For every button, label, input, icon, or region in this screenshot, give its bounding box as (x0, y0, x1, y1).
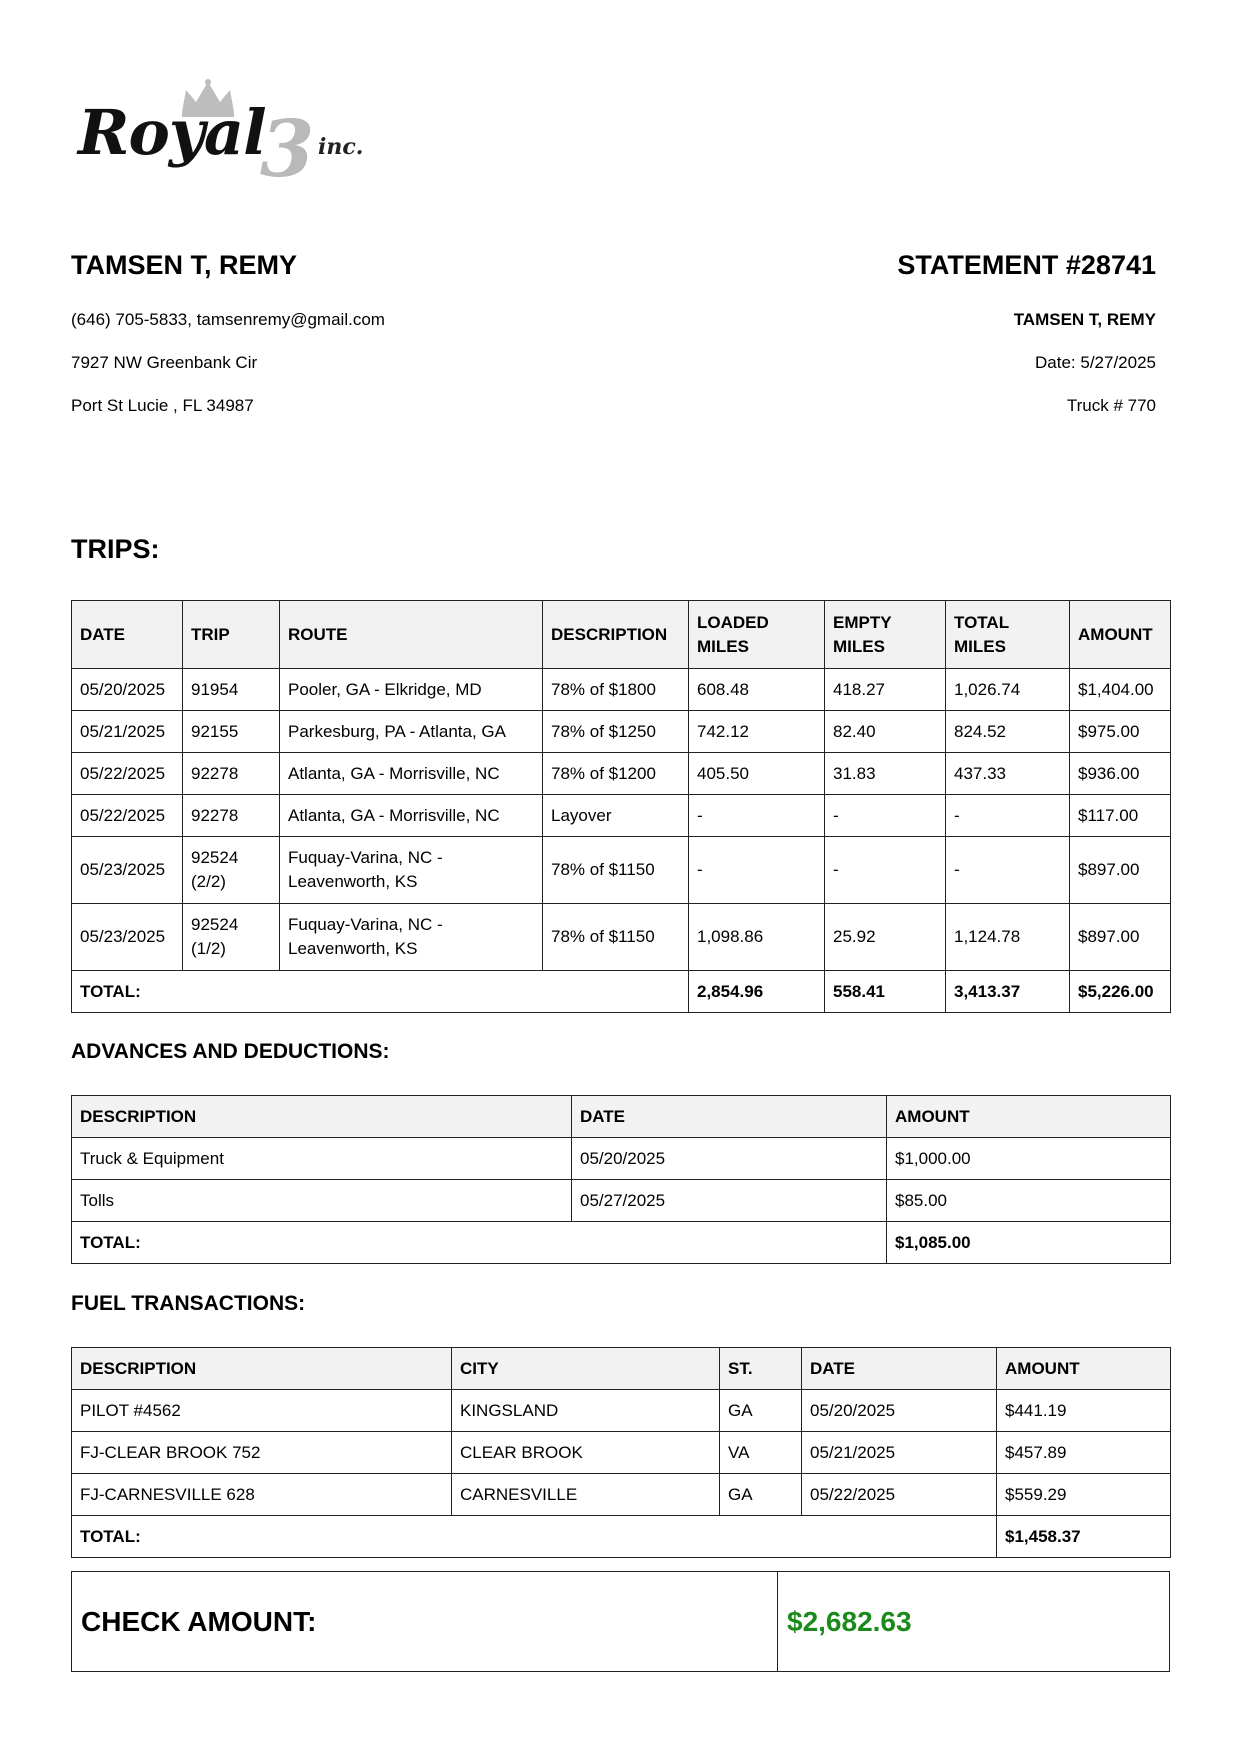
table-cell: $559.29 (997, 1474, 1171, 1516)
advances-table (71, 1095, 1171, 1264)
statement-truck: Truck # 770 (1066, 396, 1156, 415)
table-cell: $897.00 (1070, 837, 1171, 904)
total-label: TOTAL: (72, 971, 689, 1013)
table-cell: 92155 (183, 711, 280, 753)
table-header-row (72, 1096, 1171, 1138)
table-cell: FJ-CARNESVILLE 628 (72, 1474, 452, 1516)
table-cell: 405.50 (689, 753, 825, 795)
table-cell: KINGSLAND (452, 1390, 720, 1432)
table-cell: 05/23/2025 (72, 837, 183, 904)
total-amount: $1,085.00 (887, 1222, 1171, 1264)
column-header: AMOUNT (887, 1096, 1171, 1138)
table-row (72, 795, 1171, 837)
table-cell: 608.48 (689, 669, 825, 711)
table-cell: Tolls (72, 1180, 572, 1222)
table-cell: Fuquay-Varina, NC - Leavenworth, KS (280, 837, 543, 904)
table-cell: Truck & Equipment (72, 1138, 572, 1180)
fuel-table (71, 1347, 1171, 1558)
advances-title: ADVANCES AND DEDUCTIONS: (71, 1040, 390, 1063)
statement-title: STATEMENT #28741 (897, 250, 1156, 280)
table-cell: $936.00 (1070, 753, 1171, 795)
table-header-row (72, 601, 1171, 669)
table-row (72, 1390, 1171, 1432)
table-row (72, 1432, 1171, 1474)
table-cell: 78% of $1800 (543, 669, 689, 711)
table-cell: 92278 (183, 795, 280, 837)
table-cell: Pooler, GA - Elkridge, MD (280, 669, 543, 711)
logo-suffix: inc. (318, 134, 364, 160)
table-cell: 05/20/2025 (72, 669, 183, 711)
table-cell: CLEAR BROOK (452, 1432, 720, 1474)
check-amount-box (71, 1571, 1170, 1672)
table-cell: $1,404.00 (1070, 669, 1171, 711)
column-header: ST. (720, 1348, 802, 1390)
total-amount: $1,458.37 (997, 1516, 1171, 1558)
table-cell: PILOT #4562 (72, 1390, 452, 1432)
table-cell: 92278 (183, 753, 280, 795)
table-cell: 92524 (2/2) (183, 837, 280, 904)
table-cell: 1,124.78 (946, 904, 1070, 971)
table-row (72, 1138, 1171, 1180)
table-cell: $441.19 (997, 1390, 1171, 1432)
table-cell: 418.27 (825, 669, 946, 711)
total-row (72, 971, 1171, 1013)
table-cell: $897.00 (1070, 904, 1171, 971)
table-row (72, 1180, 1171, 1222)
table-cell: Atlanta, GA - Morrisville, NC (280, 795, 543, 837)
table-cell: 1,026.74 (946, 669, 1070, 711)
table-header-row (72, 1348, 1171, 1390)
table-cell: CARNESVILLE (452, 1474, 720, 1516)
table-cell: $85.00 (887, 1180, 1171, 1222)
table-cell: 05/22/2025 (72, 795, 183, 837)
table-cell: 437.33 (946, 753, 1070, 795)
table-cell: 742.12 (689, 711, 825, 753)
column-header: DESCRIPTION (543, 601, 689, 669)
table-cell: 05/21/2025 (802, 1432, 997, 1474)
table-cell: 78% of $1200 (543, 753, 689, 795)
table-cell: $975.00 (1070, 711, 1171, 753)
table-cell: $457.89 (997, 1432, 1171, 1474)
driver-address-line1: 7927 NW Greenbank Cir (71, 353, 258, 372)
column-header: DATE (802, 1348, 997, 1390)
total-amount: $5,226.00 (1070, 971, 1171, 1013)
table-row (72, 904, 1171, 971)
total-row (72, 1516, 1171, 1558)
table-cell: 05/20/2025 (572, 1138, 887, 1180)
column-header: DATE (572, 1096, 887, 1138)
table-cell: - (689, 837, 825, 904)
total-label: TOTAL: (72, 1222, 887, 1264)
table-cell: 05/22/2025 (72, 753, 183, 795)
total-empty-miles: 558.41 (825, 971, 946, 1013)
table-cell: 824.52 (946, 711, 1070, 753)
trips-title: TRIPS: (71, 534, 160, 564)
table-row (72, 669, 1171, 711)
table-cell: - (689, 795, 825, 837)
table-cell: - (946, 795, 1070, 837)
table-cell: 25.92 (825, 904, 946, 971)
statement-date: Date: 5/27/2025 (1035, 353, 1156, 372)
check-amount-value: $2,682.63 (787, 1605, 912, 1637)
company-logo (78, 78, 378, 195)
total-miles: 3,413.37 (946, 971, 1070, 1013)
column-header: TRIP (183, 601, 280, 669)
table-row (72, 711, 1171, 753)
table-cell: $117.00 (1070, 795, 1171, 837)
column-header: ROUTE (280, 601, 543, 669)
column-header: AMOUNT (997, 1348, 1171, 1390)
table-cell: 78% of $1150 (543, 904, 689, 971)
table-cell: FJ-CLEAR BROOK 752 (72, 1432, 452, 1474)
driver-contact: (646) 705-5833, tamsenremy@gmail.com (71, 310, 385, 329)
column-header: LOADED MILES (689, 601, 825, 669)
trips-table (71, 600, 1171, 1013)
table-cell: $1,000.00 (887, 1138, 1171, 1180)
table-cell: - (825, 837, 946, 904)
total-label: TOTAL: (72, 1516, 997, 1558)
total-loaded-miles: 2,854.96 (689, 971, 825, 1013)
statement-name: TAMSEN T, REMY (1013, 310, 1156, 329)
column-header: AMOUNT (1070, 601, 1171, 669)
table-cell: Parkesburg, PA - Atlanta, GA (280, 711, 543, 753)
table-cell: - (825, 795, 946, 837)
table-row (72, 753, 1171, 795)
check-amount-label: CHECK AMOUNT: (72, 1572, 778, 1671)
total-row (72, 1222, 1171, 1264)
column-header: TOTAL MILES (946, 601, 1070, 669)
driver-address-line2: Port St Lucie , FL 34987 (71, 396, 254, 415)
table-cell: Atlanta, GA - Morrisville, NC (280, 753, 543, 795)
table-cell: 78% of $1250 (543, 711, 689, 753)
table-row (72, 837, 1171, 904)
table-cell: 92524 (1/2) (183, 904, 280, 971)
column-header: DESCRIPTION (72, 1096, 572, 1138)
table-cell: 78% of $1150 (543, 837, 689, 904)
fuel-title: FUEL TRANSACTIONS: (71, 1292, 306, 1315)
table-cell: 05/20/2025 (802, 1390, 997, 1432)
table-cell: 1,098.86 (689, 904, 825, 971)
table-cell: GA (720, 1474, 802, 1516)
logo-wordmark: Royal (78, 96, 266, 169)
table-cell: Fuquay-Varina, NC - Leavenworth, KS (280, 904, 543, 971)
table-cell: 05/21/2025 (72, 711, 183, 753)
table-cell: 05/23/2025 (72, 904, 183, 971)
table-cell: GA (720, 1390, 802, 1432)
table-cell: 82.40 (825, 711, 946, 753)
table-row (72, 1474, 1171, 1516)
logo-numeral: 3 (260, 104, 315, 195)
table-cell: 05/22/2025 (802, 1474, 997, 1516)
table-cell: Layover (543, 795, 689, 837)
column-header: DESCRIPTION (72, 1348, 452, 1390)
table-cell: - (946, 837, 1070, 904)
driver-name: TAMSEN T, REMY (71, 250, 298, 280)
column-header: EMPTY MILES (825, 601, 946, 669)
table-cell: 31.83 (825, 753, 946, 795)
table-cell: 05/27/2025 (572, 1180, 887, 1222)
column-header: DATE (72, 601, 183, 669)
column-header: CITY (452, 1348, 720, 1390)
table-cell: VA (720, 1432, 802, 1474)
table-cell: 91954 (183, 669, 280, 711)
